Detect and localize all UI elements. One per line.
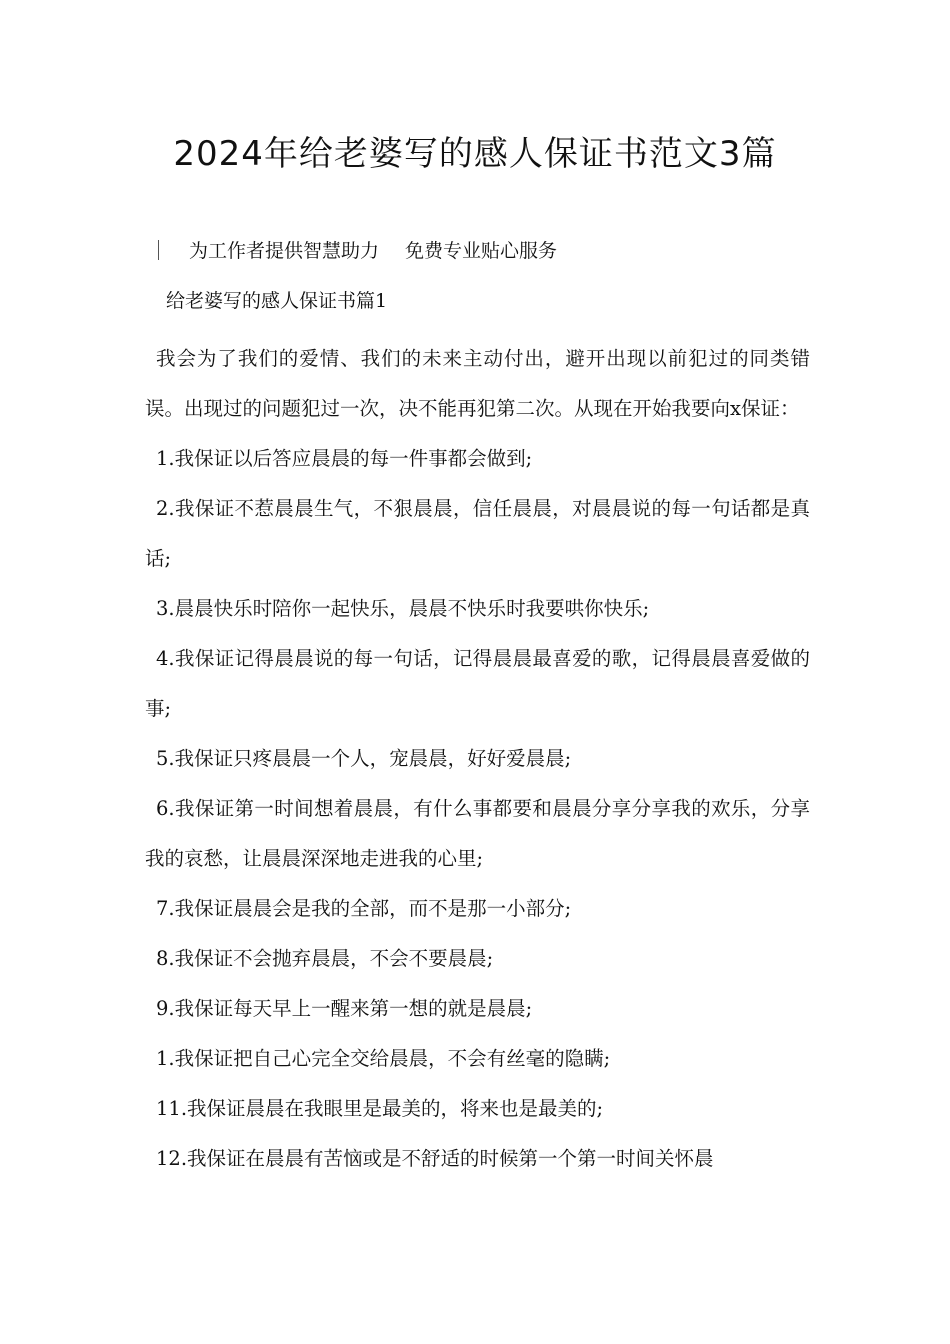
paragraph: 1.我保证以后答应晨晨的每一件事都会做到; <box>156 447 533 470</box>
tagline-left: 为工作者提供智慧助力 <box>189 240 380 262</box>
paragraph: 3.晨晨快乐时陪你一起快乐，晨晨不快乐时我要哄你快乐; <box>156 597 650 620</box>
paragraph: 2.我保证不惹晨晨生气，不狠晨晨，信任晨晨，对晨晨说的每一句话都是真话; <box>145 497 810 570</box>
paragraph: 11.我保证晨晨在我眼里是最美的，将来也是最美的; <box>156 1097 604 1120</box>
tagline-divider <box>158 240 159 260</box>
paragraph: 9.我保证每天早上一醒来第一想的就是晨晨; <box>156 997 533 1020</box>
section-title: 给老婆写的感人保证书篇1 <box>166 290 388 312</box>
document-title: 2024年给老婆写的感人保证书范文3篇 <box>173 134 777 174</box>
paragraph: 12.我保证在晨晨有苦恼或是不舒适的时候第一个第一时间关怀晨 <box>156 1147 714 1170</box>
paragraph: 7.我保证晨晨会是我的全部，而不是那一小部分; <box>156 897 572 920</box>
document-body <box>145 334 810 1184</box>
paragraph: 8.我保证不会抛弃晨晨，不会不要晨晨; <box>156 947 494 970</box>
paragraph: 6.我保证第一时间想着晨晨，有什么事都要和晨晨分享分享我的欢乐，分享我的哀愁，让晨晨深深地走进我的心里; <box>145 797 810 870</box>
paragraph: 1.我保证把自己心完全交给晨晨，不会有丝毫的隐瞒; <box>156 1047 611 1070</box>
tagline-right: 免费专业贴心服务 <box>405 240 558 262</box>
tagline <box>158 236 557 266</box>
paragraph: 5.我保证只疼晨晨一个人，宠晨晨，好好爱晨晨; <box>156 747 572 770</box>
paragraph: 4.我保证记得晨晨说的每一句话，记得晨晨最喜爱的歌，记得晨晨喜爱做的事; <box>145 647 810 720</box>
paragraph: 我会为了我们的爱情、我们的未来主动付出，避开出现以前犯过的同类错误。出现过的问题犯过一次，决不能再犯第二次。从现在开始我要向x保证： <box>145 347 810 420</box>
